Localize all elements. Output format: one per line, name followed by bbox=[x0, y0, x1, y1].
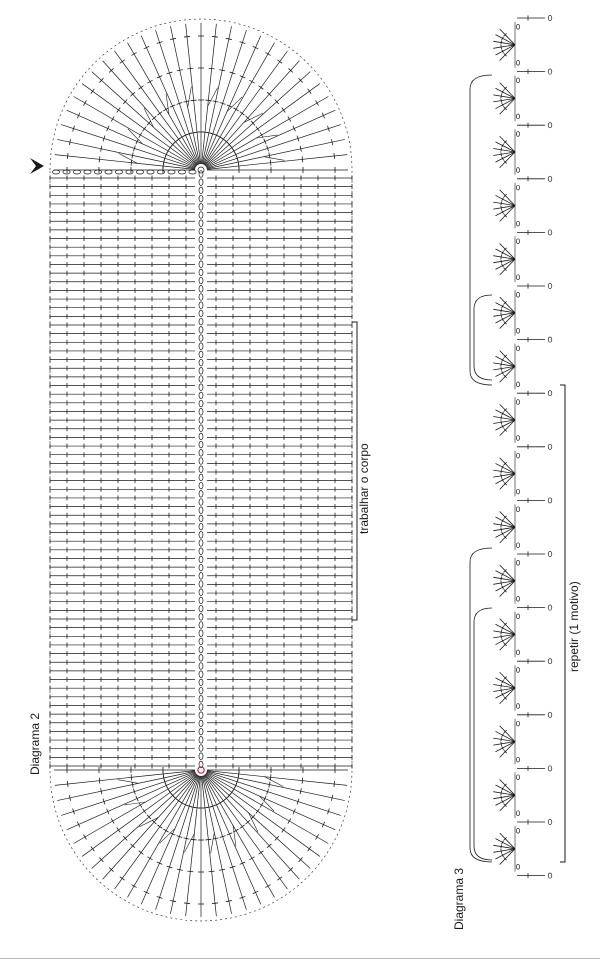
fan-stitch-crossbar bbox=[501, 742, 502, 746]
fan-chain bbox=[516, 614, 519, 619]
chain-stitch bbox=[199, 704, 203, 711]
chain-stitch bbox=[199, 450, 203, 457]
chain-stitch bbox=[199, 327, 203, 334]
chain-stitch bbox=[199, 236, 203, 243]
fan-crossbar bbox=[334, 153, 335, 159]
chain-stitch bbox=[84, 170, 91, 174]
fan-spoke bbox=[202, 26, 231, 164]
top-fan bbox=[54, 23, 348, 173]
fan-spoke bbox=[202, 776, 231, 914]
chain-stitch bbox=[199, 384, 203, 391]
fan-crossbar bbox=[117, 108, 121, 113]
chain-stitch bbox=[168, 170, 175, 174]
fan-crossbar bbox=[157, 825, 162, 829]
fan-crossbar bbox=[277, 877, 282, 881]
chain-stitch bbox=[199, 310, 203, 317]
diagram-3-label: Diagrama 3 bbox=[452, 867, 466, 930]
fan-crossbar bbox=[308, 89, 312, 94]
chain-stitch bbox=[199, 720, 203, 727]
fan-chain bbox=[516, 168, 519, 173]
fan-v-mark bbox=[118, 780, 139, 784]
edging-motifs bbox=[493, 22, 519, 872]
fan-chain bbox=[516, 668, 519, 673]
fan-stitch-crossbar bbox=[501, 684, 502, 688]
stem-end-chain bbox=[548, 230, 552, 235]
fan-chain bbox=[516, 185, 519, 190]
body-rows bbox=[50, 176, 352, 769]
repeat-label: repetir (1 motivo) bbox=[567, 581, 581, 672]
fan-crossbar bbox=[265, 52, 270, 55]
stem-end-chain bbox=[548, 766, 552, 771]
fan-crossbar bbox=[184, 903, 190, 904]
fan-stitch-crossbar bbox=[501, 577, 502, 581]
fan-crossbar bbox=[143, 809, 147, 814]
fan-crossbar bbox=[67, 153, 68, 159]
fan-crossbar bbox=[249, 80, 254, 83]
fan-spoke bbox=[206, 773, 328, 844]
fan-crossbar bbox=[187, 871, 193, 872]
fan-crossbar bbox=[99, 156, 100, 162]
chain-stitch bbox=[115, 170, 122, 174]
chain-stitch bbox=[199, 359, 203, 366]
fan-crossbar bbox=[282, 108, 286, 113]
fan-crossbar bbox=[147, 80, 152, 83]
chain-stitch bbox=[199, 204, 203, 211]
fan-spoke bbox=[57, 771, 195, 800]
chain-stitch bbox=[199, 712, 203, 719]
chain-stitch bbox=[199, 655, 203, 662]
chain-stitch bbox=[199, 614, 203, 621]
chain-stitch bbox=[199, 630, 203, 637]
chain-stitch bbox=[199, 573, 203, 580]
chain-stitch bbox=[105, 170, 112, 174]
fan-chain bbox=[516, 775, 519, 780]
fan-crossbar bbox=[259, 86, 264, 90]
fan-stitch-crossbar bbox=[501, 845, 502, 849]
chain-stitch bbox=[199, 171, 203, 178]
footer-divider bbox=[0, 958, 600, 959]
foundation-chain bbox=[199, 171, 203, 768]
fan-crossbar bbox=[131, 774, 132, 780]
fan-crossbar bbox=[212, 903, 218, 904]
fan-chain bbox=[516, 400, 519, 405]
fan-spoke bbox=[206, 97, 328, 168]
fan-crossbar bbox=[308, 846, 312, 851]
fan-stitch-crossbar bbox=[501, 688, 502, 692]
chain-stitch bbox=[199, 745, 203, 752]
fan-chain bbox=[516, 596, 519, 601]
chain-stitch bbox=[199, 458, 203, 465]
chain-stitch bbox=[199, 441, 203, 448]
fan-v-mark bbox=[244, 113, 263, 122]
fan-chain bbox=[516, 328, 519, 333]
fan-chain bbox=[516, 382, 519, 387]
fan-chain bbox=[516, 864, 519, 869]
fan-stitch-crossbar bbox=[501, 737, 502, 741]
fan-stitch-crossbar bbox=[501, 420, 502, 424]
fan-stitch-crossbar bbox=[501, 313, 502, 317]
fan-crossbar bbox=[187, 68, 193, 69]
join-arc bbox=[474, 608, 492, 860]
chain-stitch bbox=[199, 343, 203, 350]
chain-stitch bbox=[199, 335, 203, 342]
fan-crossbar bbox=[240, 825, 245, 829]
chain-stitch bbox=[199, 622, 203, 629]
fan-chain bbox=[516, 453, 519, 458]
chain-stitch bbox=[199, 581, 203, 588]
chain-stitch bbox=[52, 170, 59, 174]
chain-stitch bbox=[147, 170, 154, 174]
stem-end-chain bbox=[548, 444, 552, 449]
fan-crossbar bbox=[83, 100, 86, 105]
fan-stitch-crossbar bbox=[501, 45, 502, 49]
fan-chain bbox=[516, 292, 519, 297]
chain-stitch bbox=[199, 376, 203, 383]
fan-crossbar bbox=[240, 112, 245, 116]
diagram-2-chart bbox=[30, 19, 357, 921]
fan-spoke bbox=[74, 97, 196, 168]
stem-end-chain bbox=[548, 391, 552, 396]
fan-chain bbox=[516, 721, 519, 726]
fan-stitch-crossbar bbox=[501, 849, 502, 853]
chain-stitch bbox=[178, 170, 185, 174]
fan-stitch-crossbar bbox=[501, 474, 502, 478]
fan-crossbar bbox=[205, 839, 211, 840]
chain-stitch bbox=[199, 532, 203, 539]
chain-stitch bbox=[199, 212, 203, 219]
fan-crossbar bbox=[111, 818, 114, 823]
fan-crossbar bbox=[131, 885, 136, 888]
fan-crossbar bbox=[191, 100, 197, 101]
chain-stitch bbox=[199, 687, 203, 694]
fan-crossbar bbox=[139, 851, 144, 855]
fan-crossbar bbox=[265, 885, 270, 888]
chain-stitch bbox=[199, 277, 203, 284]
fan-v-mark bbox=[264, 157, 285, 161]
fan-crossbar bbox=[117, 828, 121, 833]
chain-stitch bbox=[199, 671, 203, 678]
fan-chain bbox=[516, 811, 519, 816]
fan-crossbar bbox=[288, 116, 291, 121]
fan-crossbar bbox=[91, 89, 95, 94]
chain-stitch bbox=[199, 253, 203, 260]
fan-crossbar bbox=[288, 818, 291, 823]
chain-stitch bbox=[199, 638, 203, 645]
stem-end-chain bbox=[548, 176, 552, 181]
fan-crossbar bbox=[302, 156, 303, 162]
diagram-2-label: Diagrama 2 bbox=[28, 712, 42, 775]
fan-stitch-crossbar bbox=[501, 367, 502, 371]
fan-spoke bbox=[186, 24, 201, 164]
stem-end-chain bbox=[548, 712, 552, 717]
fan-crossbar bbox=[209, 871, 215, 872]
fan-chain bbox=[516, 60, 519, 65]
chain-stitch bbox=[199, 294, 203, 301]
fan-stitch-crossbar bbox=[501, 527, 502, 531]
fan-crossbar bbox=[209, 68, 215, 69]
chain-stitch bbox=[199, 245, 203, 252]
chain-stitch bbox=[199, 482, 203, 489]
fan-chain bbox=[516, 221, 519, 226]
fan-chain bbox=[516, 239, 519, 244]
bottom-fan bbox=[54, 767, 348, 917]
chain-stitch bbox=[199, 548, 203, 555]
chain-stitch bbox=[199, 269, 203, 276]
chain-stitch bbox=[199, 409, 203, 416]
fan-stitch-crossbar bbox=[501, 630, 502, 634]
chain-stitch bbox=[199, 753, 203, 760]
fan-spoke bbox=[170, 776, 199, 914]
fan-chain bbox=[516, 704, 519, 709]
fan-crossbar bbox=[143, 126, 147, 131]
stem-end-chain bbox=[548, 819, 552, 824]
fan-stitch-crossbar bbox=[501, 362, 502, 366]
fan-crossbar bbox=[157, 112, 162, 116]
fan-crossbar bbox=[334, 781, 335, 787]
fan-crossbar bbox=[282, 828, 286, 833]
fan-chain bbox=[516, 78, 519, 83]
fan-stitch-crossbar bbox=[501, 469, 502, 473]
chain-stitch bbox=[199, 351, 203, 358]
fan-crossbar bbox=[184, 36, 190, 37]
fan-stitch-crossbar bbox=[501, 99, 502, 103]
join-arc bbox=[470, 548, 492, 862]
fan-chain bbox=[516, 346, 519, 351]
chain-stitch bbox=[199, 400, 203, 407]
fan-chain bbox=[516, 560, 519, 565]
fan-crossbar bbox=[249, 857, 254, 860]
fan-spoke bbox=[74, 773, 196, 844]
fan-stitch-crossbar bbox=[501, 581, 502, 585]
fan-crossbar bbox=[260, 802, 263, 807]
chain-stitch bbox=[199, 425, 203, 432]
chain-stitch bbox=[199, 318, 203, 325]
fan-v-mark bbox=[188, 87, 192, 108]
fan-stitch-crossbar bbox=[501, 41, 502, 45]
fan-crossbar bbox=[259, 851, 264, 855]
chain-stitch bbox=[199, 302, 203, 309]
chain-stitch bbox=[126, 170, 133, 174]
fan-crossbar bbox=[233, 108, 238, 111]
stem-end-chain bbox=[548, 337, 552, 342]
fan-spoke bbox=[55, 771, 195, 786]
chain-stitch bbox=[199, 179, 203, 186]
chain-stitch bbox=[199, 737, 203, 744]
edging-stems bbox=[517, 15, 552, 878]
stem-end-chain bbox=[548, 283, 552, 288]
fan-stitch-crossbar bbox=[501, 416, 502, 420]
fan-stitch-crossbar bbox=[501, 259, 502, 263]
fan-spoke bbox=[128, 43, 199, 165]
chain-stitch bbox=[199, 540, 203, 547]
fan-crossbar bbox=[212, 36, 218, 37]
fan-chain bbox=[516, 114, 519, 119]
join-arc bbox=[474, 295, 492, 380]
fan-v-mark bbox=[128, 129, 143, 144]
fan-crossbar bbox=[139, 132, 142, 137]
chain-stitch bbox=[199, 417, 203, 424]
fan-stitch-crossbar bbox=[501, 309, 502, 313]
top-chain-row bbox=[52, 170, 196, 174]
stem-end-chain bbox=[548, 123, 552, 128]
fan-chain bbox=[516, 543, 519, 548]
fan-chain bbox=[516, 436, 519, 441]
join-arc bbox=[470, 75, 492, 385]
chain-stitch bbox=[199, 728, 203, 735]
fan-stitch-crossbar bbox=[501, 152, 502, 156]
fan-crossbar bbox=[120, 60, 125, 64]
chain-stitch bbox=[199, 228, 203, 235]
fan-crossbar bbox=[111, 116, 114, 121]
fan-crossbar bbox=[99, 778, 100, 784]
chain-stitch bbox=[199, 392, 203, 399]
fan-chain bbox=[516, 757, 519, 762]
chain-stitch bbox=[199, 195, 203, 202]
fan-spoke bbox=[204, 775, 275, 897]
fan-chain bbox=[516, 275, 519, 280]
stem-end-chain bbox=[548, 498, 552, 503]
chain-stitch bbox=[199, 646, 203, 653]
fan-crossbar bbox=[316, 100, 319, 105]
fan-stitch-crossbar bbox=[501, 148, 502, 152]
stem-end-chain bbox=[548, 873, 552, 878]
fan-spoke bbox=[202, 776, 217, 916]
fan-v-mark bbox=[211, 833, 215, 854]
stem-end-chain bbox=[548, 69, 552, 74]
chain-stitch bbox=[199, 491, 203, 498]
chain-stitch bbox=[199, 696, 203, 703]
chain-stitch bbox=[199, 261, 203, 268]
chain-stitch bbox=[199, 286, 203, 293]
fan-crossbar bbox=[83, 834, 86, 839]
fan-stitch-crossbar bbox=[501, 94, 502, 98]
chain-stitch bbox=[199, 523, 203, 530]
chain-stitch bbox=[199, 507, 203, 514]
fan-spoke bbox=[128, 775, 199, 897]
fan-crossbar bbox=[131, 52, 136, 55]
stem-end-chain bbox=[548, 15, 552, 20]
fan-v-mark bbox=[227, 97, 242, 112]
fan-crossbar bbox=[270, 160, 271, 166]
fan-stitch-crossbar bbox=[501, 206, 502, 210]
fan-spoke bbox=[57, 139, 195, 168]
fan-crossbar bbox=[147, 857, 152, 860]
chain-stitch bbox=[199, 605, 203, 612]
fan-centre-ring bbox=[198, 167, 204, 173]
fan-spoke bbox=[207, 155, 347, 170]
chain-stitch bbox=[136, 170, 143, 174]
chain-stitch bbox=[199, 515, 203, 522]
chain-stitch bbox=[199, 187, 203, 194]
chain-stitch bbox=[73, 170, 80, 174]
fan-stitch-crossbar bbox=[501, 523, 502, 527]
chain-stitch bbox=[63, 170, 70, 174]
fan-chain bbox=[516, 132, 519, 137]
fan-v-mark bbox=[259, 796, 274, 811]
fan-v-mark bbox=[160, 828, 175, 843]
fan-crossbar bbox=[67, 781, 68, 787]
chain-stitch bbox=[199, 679, 203, 686]
fan-stitch-crossbar bbox=[501, 635, 502, 639]
fan-spoke bbox=[204, 43, 275, 165]
chain-stitch bbox=[199, 564, 203, 571]
chain-stitch bbox=[94, 170, 101, 174]
row-start-arrow-icon bbox=[30, 158, 44, 174]
fan-v-mark bbox=[249, 813, 258, 832]
fan-crossbar bbox=[120, 877, 125, 881]
chain-stitch bbox=[189, 170, 196, 174]
fan-chain bbox=[516, 828, 519, 833]
chain-stitch bbox=[199, 663, 203, 670]
chain-stitch bbox=[199, 368, 203, 375]
repeat-bracket bbox=[560, 385, 565, 862]
fan-stitch-crossbar bbox=[501, 255, 502, 259]
chain-stitch bbox=[199, 220, 203, 227]
chain-stitch bbox=[199, 556, 203, 563]
stem-end-chain bbox=[548, 551, 552, 556]
chain-stitch bbox=[199, 597, 203, 604]
fan-crossbar bbox=[277, 60, 282, 64]
chain-stitch bbox=[199, 433, 203, 440]
stem-end-chain bbox=[548, 659, 552, 664]
fan-stitch-crossbar bbox=[501, 791, 502, 795]
chain-stitch bbox=[199, 466, 203, 473]
stem-end-chain bbox=[548, 605, 552, 610]
fan-crossbar bbox=[302, 778, 303, 784]
fan-v-mark bbox=[139, 818, 158, 827]
fan-spoke bbox=[207, 139, 345, 168]
fan-crossbar bbox=[316, 834, 319, 839]
diagram-3-chart bbox=[470, 15, 565, 878]
chain-stitch bbox=[157, 170, 164, 174]
chain-stitch bbox=[199, 499, 203, 506]
fan-chain bbox=[516, 507, 519, 512]
fan-chain bbox=[516, 650, 519, 655]
join-arcs bbox=[470, 75, 492, 862]
chain-stitch bbox=[199, 589, 203, 596]
fan-spoke bbox=[170, 26, 199, 164]
fan-crossbar bbox=[139, 86, 144, 90]
fan-stitch-crossbar bbox=[501, 201, 502, 205]
chain-stitch bbox=[199, 474, 203, 481]
fan-chain bbox=[516, 24, 519, 29]
fan-crossbar bbox=[256, 809, 260, 814]
fan-v-mark bbox=[144, 108, 153, 127]
fan-spoke bbox=[207, 771, 345, 800]
work-body-label: trabalhar o corpo bbox=[357, 443, 371, 534]
fan-stitch-crossbar bbox=[501, 795, 502, 799]
fan-crossbar bbox=[163, 829, 168, 832]
fan-crossbar bbox=[91, 846, 95, 851]
fan-chain bbox=[516, 489, 519, 494]
fan-crossbar bbox=[256, 126, 260, 131]
